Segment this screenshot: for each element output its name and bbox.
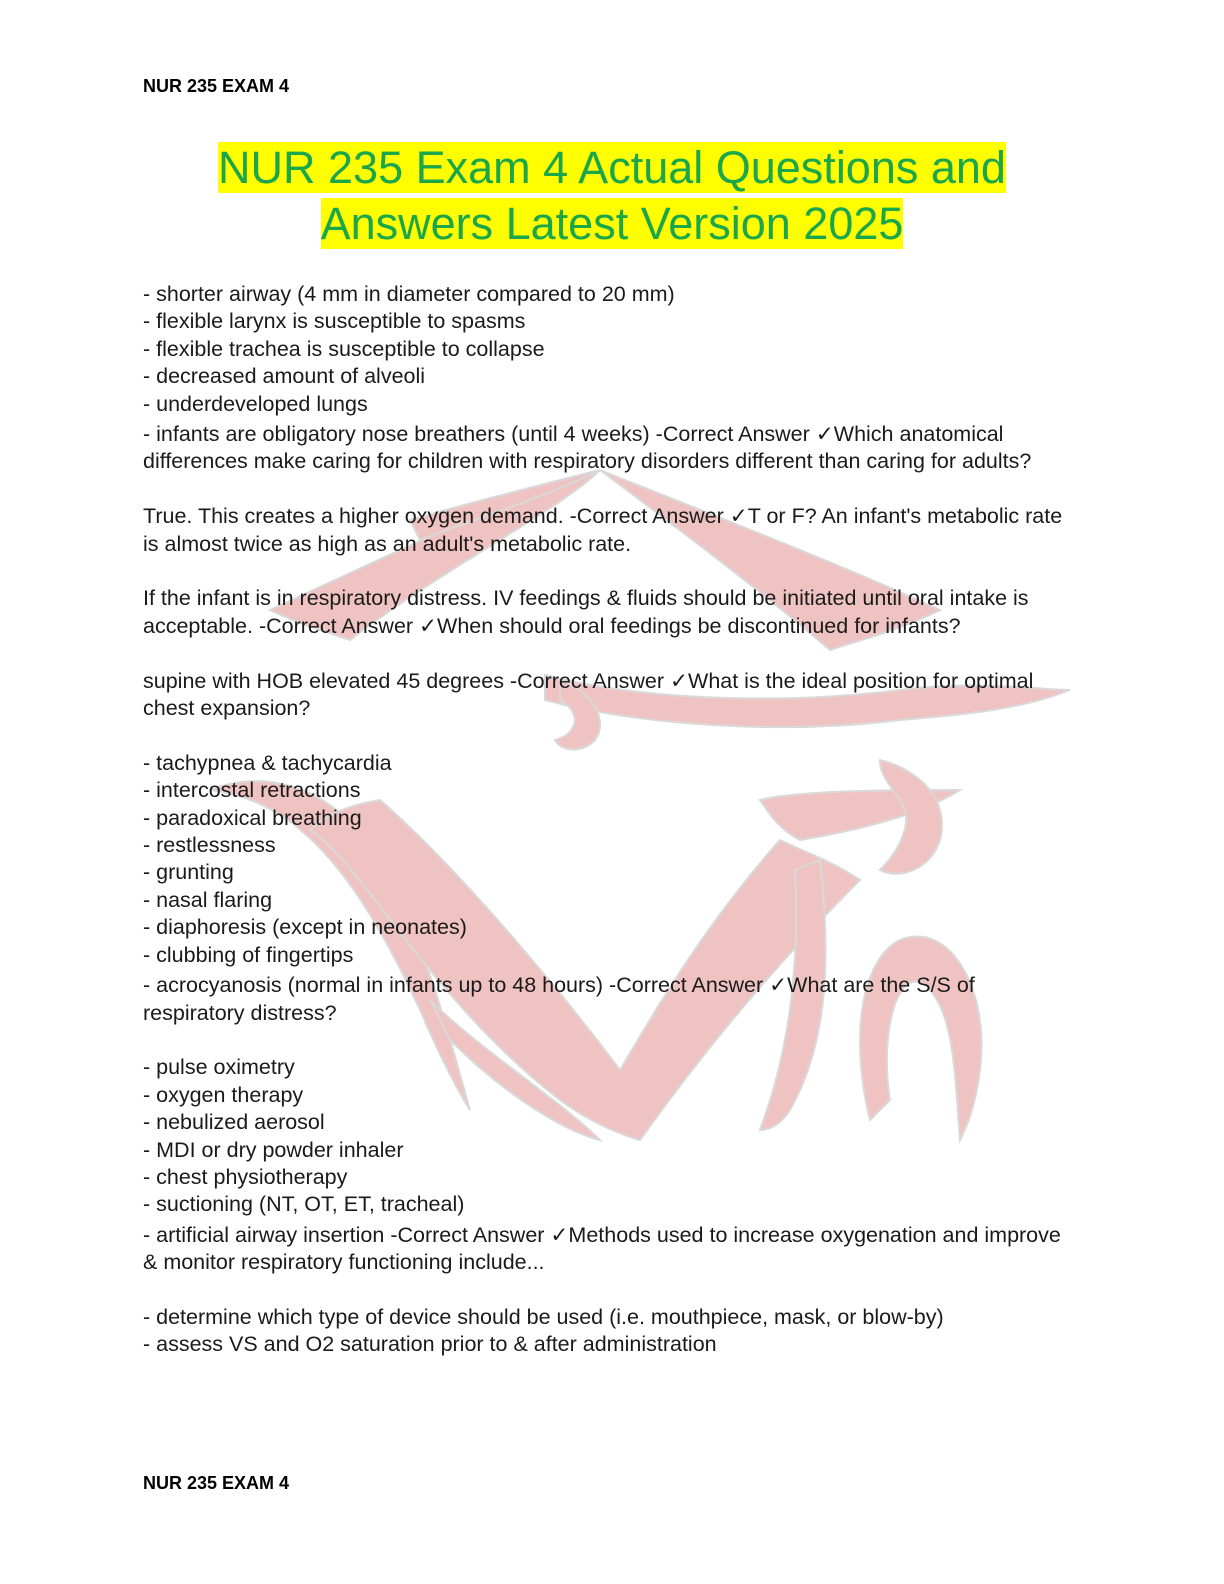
bullet-item: - flexible trachea is susceptible to collapse xyxy=(143,336,545,361)
qa-block xyxy=(143,281,1078,476)
bullet-item: - pulse oximetry xyxy=(143,1055,295,1080)
title-line-1: NUR 235 Exam 4 Actual Questions and xyxy=(218,142,1006,193)
question-answer-text: supine with HOB elevated 45 degrees -Correct Answer ✓What is the ideal position for optimal chest expansion? xyxy=(143,668,1034,721)
bullet-item: - shorter airway (4 mm in diameter compared to 20 mm) xyxy=(143,282,675,306)
question-answer-text: - artificial airway insertion -Correct Answer ✓Methods used to increase oxygenation and improve & monitor respiratory functioning include... xyxy=(143,1222,1061,1275)
bullet-item: - tachypnea & tachycardia xyxy=(143,750,392,775)
qa-block xyxy=(143,1304,1078,1359)
title-line-2: Answers Latest Version 2025 xyxy=(320,198,904,249)
bullet-item: - decreased amount of alveoli xyxy=(143,364,426,389)
bullet-item: - intercostal retractions xyxy=(143,778,361,803)
bullet-item: - restlessness xyxy=(143,833,276,858)
qa-block xyxy=(143,1054,1078,1276)
question-answer-text: True. This creates a higher oxygen demand. -Correct Answer ✓T or F? An infant's metabolic rate is almost twice as high as an adult's metabolic rate. xyxy=(143,504,1063,556)
bullet-item: - assess VS and O2 saturation prior to & after administration xyxy=(143,1332,717,1357)
question-answer-text: - acrocyanosis (normal in infants up to 48 hours) -Correct Answer ✓What are the S/S of respiratory distress? xyxy=(143,973,975,1025)
bullet-item: - nebulized aerosol xyxy=(143,1110,325,1135)
qa-block xyxy=(143,503,1078,558)
qa-block xyxy=(143,668,1078,723)
bullet-item: - paradoxical breathing xyxy=(143,805,362,830)
qa-block xyxy=(143,585,1078,640)
bullet-item: - chest physiotherapy xyxy=(143,1164,348,1189)
page-footer: NUR 235 EXAM 4 xyxy=(143,1473,290,1493)
page-header: NUR 235 EXAM 4 xyxy=(143,76,290,96)
bullet-item: - MDI or dry powder inhaler xyxy=(143,1137,404,1162)
bullet-item: - grunting xyxy=(143,860,234,885)
question-answer-text: If the infant is in respiratory distress. IV feedings & fluids should be initiated until oral intake is acceptable. -Correct Answer ✓When should oral feedings be discontinued for infants? xyxy=(143,586,1029,638)
bullet-item: - clubbing of fingertips xyxy=(143,942,354,967)
bullet-item: - oxygen therapy xyxy=(143,1082,304,1107)
qa-block xyxy=(143,750,1078,1027)
bullet-item: - nasal flaring xyxy=(143,887,273,912)
bullet-item: - flexible larynx is susceptible to spasms xyxy=(143,309,526,334)
bullet-item: - determine which type of device should be used (i.e. mouthpiece, mask, or blow-by) xyxy=(143,1304,944,1329)
bullet-item: - underdeveloped lungs xyxy=(143,391,368,416)
qa-content xyxy=(143,281,1078,1386)
question-answer-text: - infants are obligatory nose breathers (until 4 weeks) -Correct Answer ✓Which anatomical differences make caring for children with respiratory disorders different than caring for adults? xyxy=(143,422,1032,474)
bullet-item: - diaphoresis (except in neonates) xyxy=(143,915,467,940)
bullet-item: - suctioning (NT, OT, ET, tracheal) xyxy=(143,1192,465,1217)
document-title xyxy=(143,140,1081,252)
